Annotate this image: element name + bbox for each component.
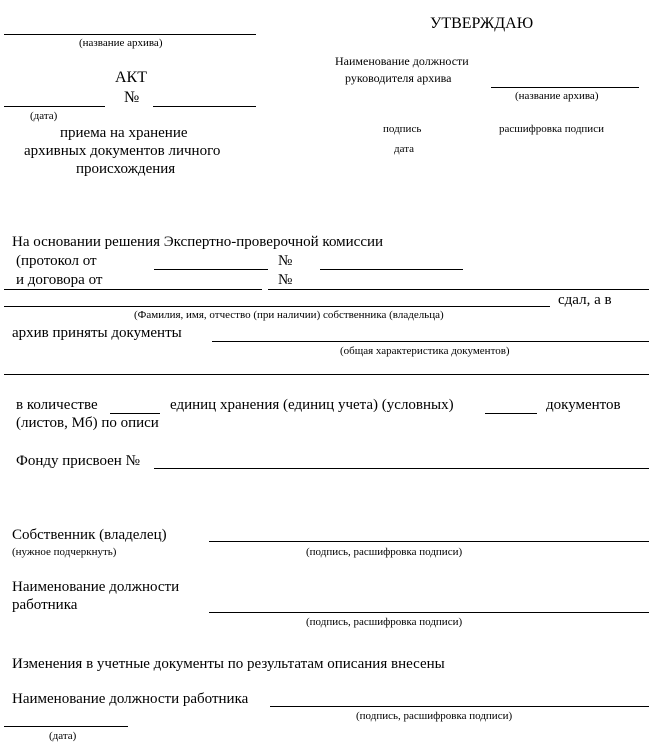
protocol-label: (протокол от	[16, 253, 97, 269]
storage-units-text: единиц хранения (единиц учета) (условных)	[170, 397, 454, 413]
employee-signature-line	[209, 612, 649, 613]
basis-line: На основании решения Экспертно-проверочной комиссии	[12, 234, 384, 250]
protocol-number-sign: №	[278, 253, 293, 269]
purpose-line-3: происхождения	[76, 161, 176, 177]
contract-label: и договора от	[16, 272, 103, 288]
purpose-line-2: архивных документов личного	[24, 143, 221, 159]
sheets-label: (листов, Мб) по описи	[16, 415, 159, 431]
approval-signature-caption: подпись	[383, 123, 422, 135]
contract-number-line	[268, 289, 649, 290]
akt-date-line	[4, 106, 105, 107]
akt-title: АКТ	[115, 69, 147, 86]
archive-accepted-text: архив приняты документы	[12, 325, 182, 341]
protocol-number-line	[320, 269, 463, 270]
archive-name-line	[4, 34, 256, 35]
docs-characteristic-line	[212, 341, 649, 342]
akt-number-sign: №	[124, 89, 140, 106]
handed-over-text: сдал, а в	[558, 292, 612, 308]
approval-archive-name-line	[491, 87, 639, 88]
approval-position-line-1: Наименование должности	[335, 54, 469, 68]
final-date-line	[4, 726, 128, 727]
employee-position-full: Наименование должности работника	[12, 691, 249, 707]
akt-number-line	[153, 106, 256, 107]
akt-date-caption: (дата)	[30, 110, 58, 122]
docs-caption: (общая характеристика документов)	[340, 345, 510, 357]
contract-date-line	[4, 289, 262, 290]
underline-caption: (нужное подчеркнуть)	[12, 546, 117, 558]
approval-position-line-2: руководителя архива	[345, 71, 452, 85]
employee-position-line-2: работника	[12, 597, 78, 613]
purpose-line-1: приема на хранение	[60, 125, 188, 141]
changes-text: Изменения в учетные документы по результатам описания внесены	[12, 656, 445, 672]
approval-date-caption: дата	[394, 143, 415, 155]
quantity-label: в количестве	[16, 397, 98, 413]
owner-signature-line	[209, 541, 649, 542]
archive-name-caption: (название архива)	[79, 37, 163, 49]
employee-position-line-1: Наименование должности	[12, 579, 180, 595]
final-signature-caption: (подпись, расшифровка подписи)	[356, 710, 513, 722]
owner-signature-caption: (подпись, расшифровка подписи)	[306, 546, 463, 558]
employee-signature-caption: (подпись, расшифровка подписи)	[306, 616, 463, 628]
quantity-conditional-line	[485, 413, 537, 414]
quantity-units-line	[110, 413, 160, 414]
approval-archive-name-caption: (название архива)	[515, 90, 599, 102]
contract-number-sign: №	[278, 272, 293, 288]
documents-word: документов	[546, 397, 621, 413]
protocol-date-line	[154, 269, 268, 270]
approval-signature-decoding-caption: расшифровка подписи	[499, 123, 604, 135]
owner-caption: (Фамилия, имя, отчество (при наличии) собственника (владельца)	[134, 309, 444, 321]
fund-number-line	[154, 468, 649, 469]
final-signature-line	[270, 706, 649, 707]
final-date-caption: (дата)	[49, 730, 77, 742]
docs-continuation-line	[4, 374, 649, 375]
owner-name-line	[4, 306, 550, 307]
approval-title: УТВЕРЖДАЮ	[430, 15, 534, 32]
owner-label: Собственник (владелец)	[12, 527, 167, 543]
fund-label: Фонду присвоен №	[16, 453, 140, 469]
